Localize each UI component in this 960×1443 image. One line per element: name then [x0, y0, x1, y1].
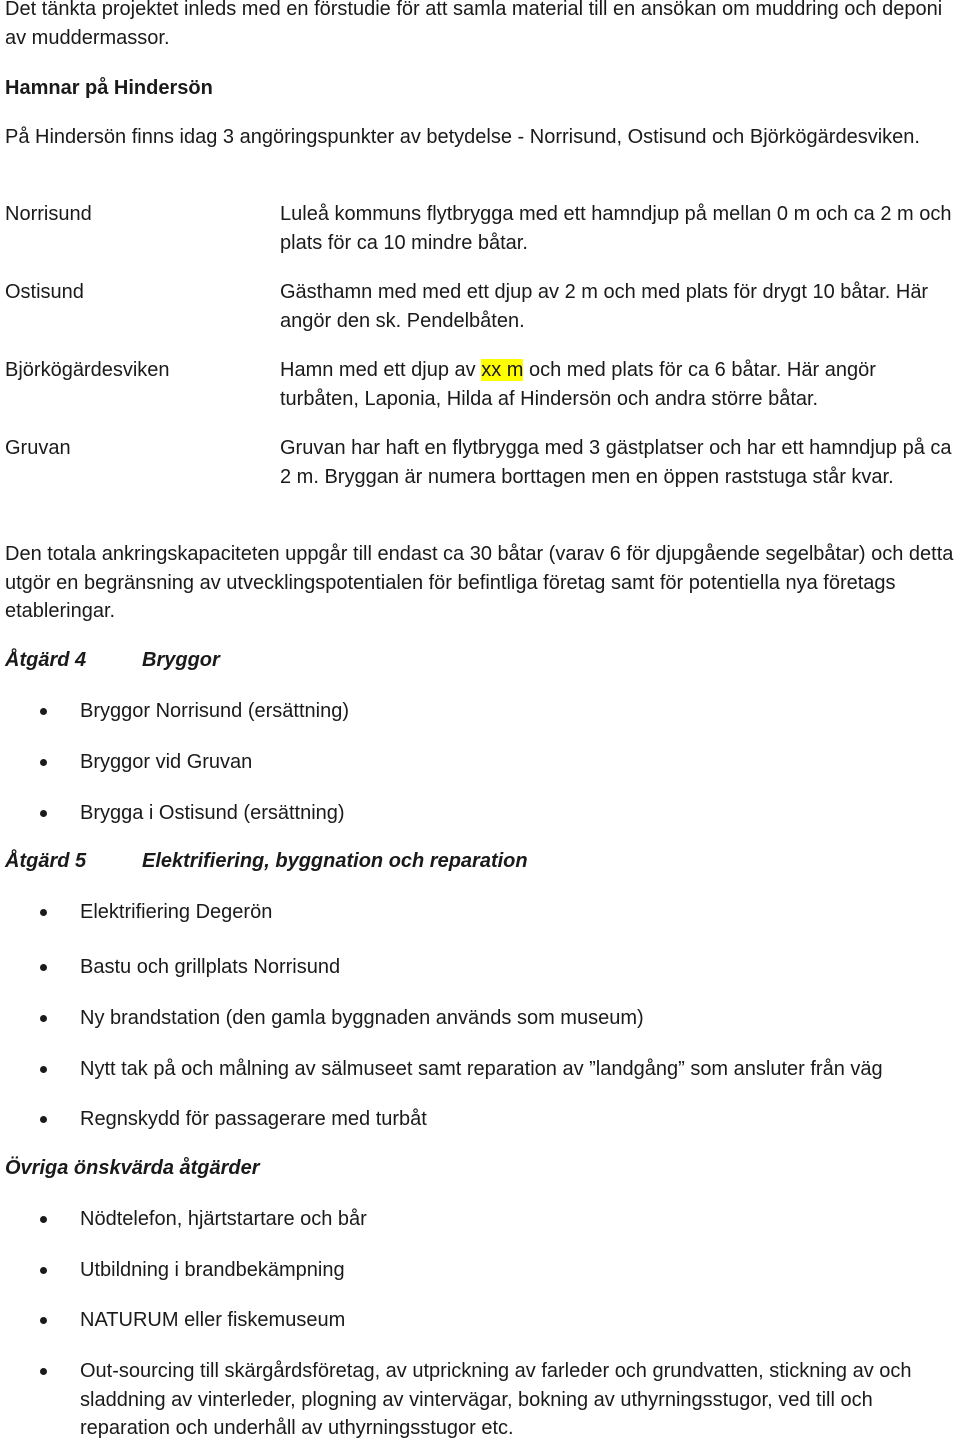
bullet-icon	[40, 810, 47, 817]
place-name: Ostisund	[5, 281, 84, 303]
highlighted-placeholder: xx m	[481, 359, 524, 381]
bullet-icon	[40, 1317, 47, 1324]
intro-paragraph: Det tänkta projektet inleds med en förstudie för att samla material till en ansökan om muddring och deponi av muddermassor.	[5, 0, 943, 49]
other-actions-heading: Övriga önskvärda åtgärder	[5, 1157, 260, 1179]
bullet-icon	[40, 1116, 47, 1123]
action-5-heading	[5, 847, 528, 876]
place-name: Gruvan	[5, 437, 71, 459]
bullet-icon	[40, 1066, 47, 1073]
bullet-icon	[40, 1267, 47, 1274]
action-label: Åtgärd 4	[5, 649, 87, 671]
action-label: Åtgärd 5	[5, 850, 87, 872]
place-description: Gruvan har haft en flytbrygga med 3 gästplatser och har ett hamndjup på ca 2 m. Bryggan är numera borttagen men en öppen raststuga står kvar.	[280, 437, 952, 488]
bullet-icon	[40, 708, 47, 715]
capacity-paragraph: Den totala ankringskapaciteten uppgår till endast ca 30 båtar (varav 6 för djupgående segelbåtar) och detta utgör en begränsning av utvecklingspotentialen för befintliga företag samt för potentiella nya företags etableringar.	[5, 543, 954, 622]
place-description: Hamn med ett djup av xx m och med plats för ca 6 båtar. Här angör turbåten, Laponia, Hilda af Hindersön och andra större båtar.	[280, 359, 876, 410]
place-description: Luleå kommuns flytbrygga med ett hamndjup på mellan 0 m och ca 2 m och plats för ca 10 mindre båtar.	[280, 203, 952, 254]
bullet-icon	[40, 1368, 47, 1375]
bullet-icon	[40, 759, 47, 766]
action-title: Elektrifiering, byggnation och reparation	[142, 850, 528, 872]
place-name: Björkögärdesviken	[5, 359, 170, 381]
bullet-icon	[40, 909, 47, 916]
bullet-icon	[40, 1216, 47, 1223]
place-name: Norrisund	[5, 203, 92, 225]
bullet-icon	[40, 1015, 47, 1022]
place-description: Gästhamn med med ett djup av 2 m och med plats för drygt 10 båtar. Här angör den sk. Pendelbåten.	[280, 281, 929, 332]
action-title: Bryggor	[142, 649, 220, 671]
lead-paragraph: På Hindersön finns idag 3 angöringspunkter av betydelse - Norrisund, Ostisund och Björkögärdesviken.	[5, 126, 920, 148]
section-heading: Hamnar på Hindersön	[5, 77, 213, 99]
bullet-icon	[40, 964, 47, 971]
action-4-heading	[5, 646, 220, 675]
